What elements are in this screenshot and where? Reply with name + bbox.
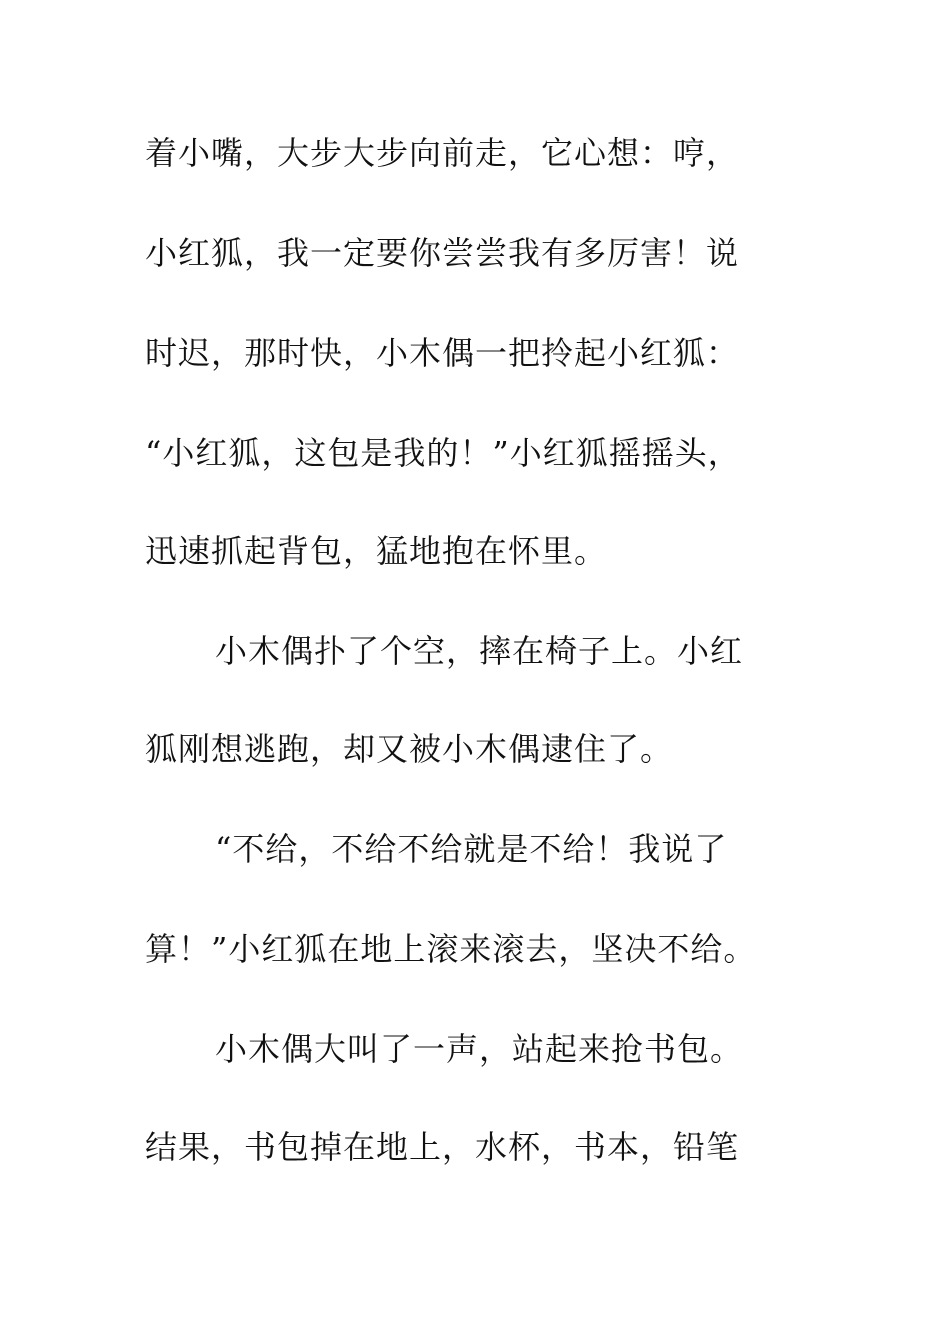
text-line-9: 算！”小红狐在地上滚来滚去，坚决不给。 <box>145 930 757 968</box>
text-line-2: 小红狐，我一定要你尝尝我有多厉害！说 <box>145 234 740 272</box>
text-line-7: 狐刚想逃跑，却又被小木偶逮住了。 <box>145 730 674 768</box>
text-line-8: “不给，不给不给就是不给！我说了 <box>215 830 728 868</box>
text-line-5: 迅速抓起背包，猛地抱在怀里。 <box>145 532 608 570</box>
text-line-10: 小木偶大叫了一声，站起来抢书包。 <box>215 1030 744 1068</box>
text-line-11: 结果，书包掉在地上，水杯，书本，铅笔 <box>145 1128 740 1166</box>
text-line-6: 小木偶扑了个空，摔在椅子上。小红 <box>215 632 744 670</box>
text-line-4: “小红狐，这包是我的！”小红狐摇摇头， <box>145 434 741 472</box>
text-line-3: 时迟，那时快，小木偶一把拎起小红狐： <box>145 334 740 372</box>
text-line-1: 着小嘴，大步大步向前走，它心想：哼， <box>145 134 740 172</box>
